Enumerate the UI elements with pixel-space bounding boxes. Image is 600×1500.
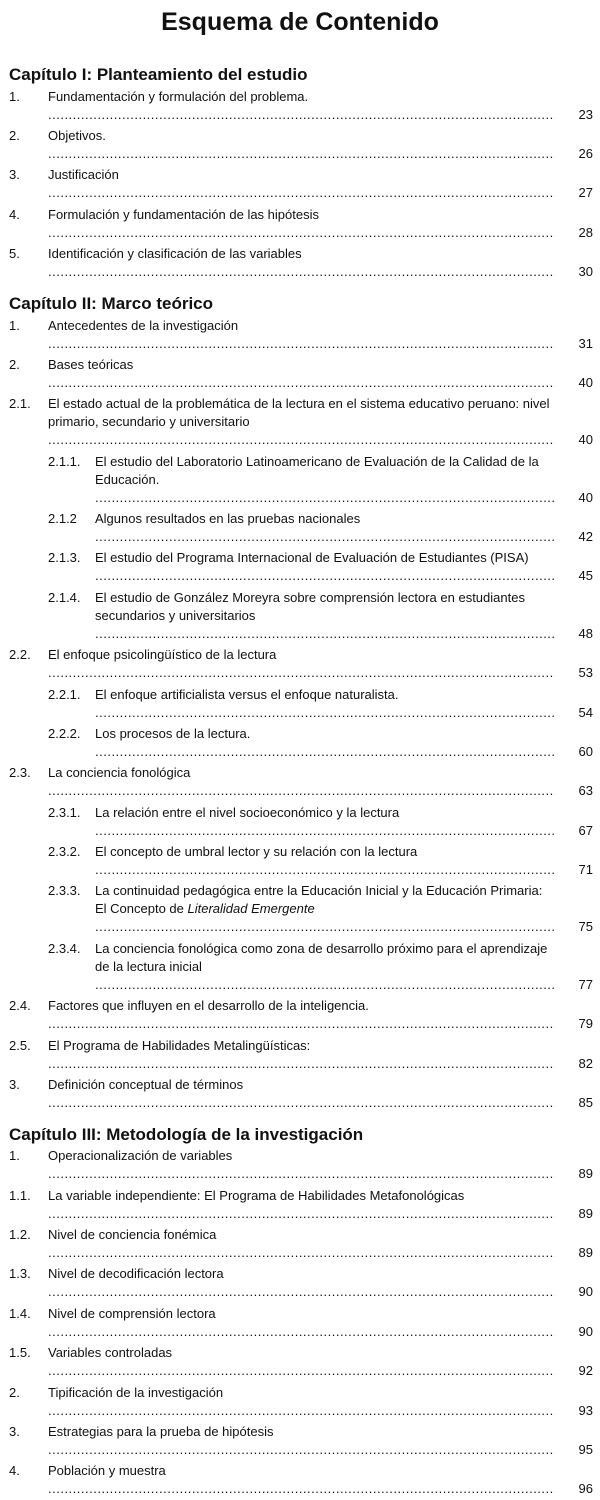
entry-title xyxy=(48,356,555,392)
entry-title-text: Antecedentes de la investigación xyxy=(48,317,239,333)
entry-page-number: 60 xyxy=(578,743,593,759)
entry-page-number: 54 xyxy=(578,704,593,720)
entry-title xyxy=(95,453,555,507)
entry-number: 2.2.1. xyxy=(48,686,81,702)
entry-title-text: El enfoque artificialista versus el enfoque naturalista. xyxy=(95,686,399,702)
entry-page-number: 67 xyxy=(578,822,593,838)
entry-page-number: 26 xyxy=(578,146,593,162)
entry-page-number: 96 xyxy=(578,1481,593,1497)
entry-number: 2. xyxy=(9,128,20,144)
entry-number: 1. xyxy=(9,317,20,333)
entry-page-number: 28 xyxy=(578,224,593,240)
entry-page-number: 95 xyxy=(578,1441,593,1457)
toc-entry[interactable] xyxy=(9,802,593,841)
entry-page-number: 42 xyxy=(578,529,593,545)
entry-title-text: El concepto de umbral lector y su relación con la lectura xyxy=(95,844,418,860)
entry-page-number: 31 xyxy=(578,335,593,351)
entry-title-text: Formulación y fundamentación de las hipótesis xyxy=(48,206,319,222)
entry-number: 2.3.3. xyxy=(48,883,81,899)
entry-title xyxy=(48,1226,555,1262)
chapter-section xyxy=(0,1124,600,1500)
entry-title xyxy=(48,646,555,682)
entry-title-text: Bases teóricas xyxy=(48,356,134,372)
entry-title-italic: Literalidad Emergente xyxy=(187,901,315,917)
entry-page-number: 89 xyxy=(578,1205,593,1221)
entry-title xyxy=(48,1265,555,1301)
entry-title xyxy=(48,88,555,124)
toc-entry[interactable] xyxy=(9,1035,593,1074)
page-title: Esquema de Contenido xyxy=(161,8,439,36)
entry-title xyxy=(48,127,555,163)
entry-page-number: 45 xyxy=(578,568,593,584)
entry-page-number: 90 xyxy=(578,1323,593,1339)
toc-entry[interactable] xyxy=(9,165,593,204)
entry-number: 2.3.2. xyxy=(48,844,81,860)
entry-page-number: 82 xyxy=(578,1055,593,1071)
entry-page-number: 40 xyxy=(578,489,593,505)
toc-entry[interactable] xyxy=(9,354,593,393)
entry-title xyxy=(48,1305,555,1341)
entry-title xyxy=(95,686,555,722)
chapter-heading: Capítulo II: Marco teórico xyxy=(9,293,214,313)
entry-number: 1.3. xyxy=(9,1266,31,1282)
entry-title-text: Identificación y clasificación de las variables xyxy=(48,246,302,262)
entry-title xyxy=(48,1076,555,1112)
entry-number: 1.4. xyxy=(9,1305,31,1321)
toc-entry[interactable] xyxy=(9,1421,593,1460)
entry-title-text: Estrategias para la prueba de hipótesis xyxy=(48,1423,274,1439)
toc-entry[interactable] xyxy=(9,684,593,723)
entry-number: 2.5. xyxy=(9,1037,31,1053)
toc-entry[interactable] xyxy=(9,1343,593,1382)
toc-entry[interactable] xyxy=(9,996,593,1035)
entry-page-number: 85 xyxy=(578,1094,593,1110)
entry-title-text: La conciencia fonológica xyxy=(48,765,191,781)
entry-title xyxy=(48,764,555,800)
toc-entry[interactable] xyxy=(9,548,593,587)
entry-title xyxy=(48,1344,555,1380)
entry-number: 2.1.2 xyxy=(48,511,77,527)
toc-entry[interactable] xyxy=(9,394,593,451)
entry-number: 1. xyxy=(9,88,20,104)
entry-title-text: El estudio del Programa Internacional de Evaluación de Estudiantes (PISA) xyxy=(95,550,529,566)
toc-entry[interactable] xyxy=(9,723,593,762)
entry-page-number: 89 xyxy=(578,1166,593,1182)
entry-number: 1.2. xyxy=(9,1227,31,1243)
entry-number: 2. xyxy=(9,356,20,372)
entry-title-text: Nivel de decodificación lectora xyxy=(48,1266,224,1282)
toc-entry[interactable] xyxy=(9,841,593,880)
toc-entry[interactable] xyxy=(9,1461,593,1500)
entry-title xyxy=(48,206,555,242)
entry-number: 2.2.2. xyxy=(48,725,81,741)
entry-title xyxy=(95,940,555,994)
entry-number: 3. xyxy=(9,1423,20,1439)
entry-page-number: 75 xyxy=(578,919,593,935)
entry-title xyxy=(48,395,555,449)
toc-entry[interactable] xyxy=(9,1224,593,1263)
entry-page-number: 93 xyxy=(578,1402,593,1418)
entry-title-text: Definición conceptual de términos xyxy=(48,1076,244,1092)
entry-title xyxy=(48,1423,555,1459)
toc-entry[interactable] xyxy=(9,204,593,243)
entry-title xyxy=(95,882,555,936)
toc-entry[interactable] xyxy=(9,645,593,684)
entry-number: 2.3. xyxy=(9,765,31,781)
entry-page-number: 90 xyxy=(578,1284,593,1300)
entry-number: 2. xyxy=(9,1384,20,1400)
entry-number: 1.1. xyxy=(9,1187,31,1203)
entry-page-number: 30 xyxy=(578,264,593,280)
entry-title xyxy=(95,510,555,546)
entry-page-number: 89 xyxy=(578,1245,593,1261)
entry-title-text: Tipificación de la investigación xyxy=(48,1384,224,1400)
entry-title-text: Algunos resultados en las pruebas nacionales xyxy=(95,511,361,527)
entry-title xyxy=(95,725,555,761)
entry-title xyxy=(48,1187,555,1223)
table-of-contents xyxy=(0,64,600,1500)
entry-title xyxy=(48,1384,555,1420)
entry-page-number: 48 xyxy=(578,625,593,641)
entry-title-text: La continuidad pedagógica entre la Educación Inicial y la Educación Primaria: El Concepto de xyxy=(95,883,543,917)
toc-entry[interactable] xyxy=(9,244,593,283)
entry-title-text: Población y muestra xyxy=(48,1463,166,1479)
entry-number: 3. xyxy=(9,167,20,183)
entry-title xyxy=(95,843,555,879)
entry-title-text: Objetivos. xyxy=(48,128,106,144)
entry-title-text: El estudio del Laboratorio Latinoamericano de Evaluación de la Calidad de la Educación. xyxy=(95,453,539,487)
entry-title-text: La conciencia fonológica como zona de desarrollo próximo para el aprendizaje de la lectura inicial xyxy=(95,940,548,974)
entry-number: 1.5. xyxy=(9,1345,31,1361)
entry-number: 2.3.4. xyxy=(48,940,81,956)
entry-page-number: 40 xyxy=(578,374,593,390)
entry-page-number: 71 xyxy=(578,862,593,878)
entry-page-number: 79 xyxy=(578,1016,593,1032)
entry-title xyxy=(48,166,555,202)
entry-number: 4. xyxy=(9,1463,20,1479)
entry-title-text: El Programa de Habilidades Metalingüísticas: xyxy=(48,1037,311,1053)
entry-number: 2.4. xyxy=(9,998,31,1014)
entry-title-text: Variables controladas xyxy=(48,1345,173,1361)
toc-entry[interactable] xyxy=(9,1146,593,1185)
toc-entry[interactable] xyxy=(9,86,593,125)
entry-title-text: Factores que influyen en el desarrollo de la inteligencia. xyxy=(48,998,369,1014)
chapter-heading: Capítulo III: Metodología de la investigación xyxy=(9,1124,364,1144)
entry-page-number: 77 xyxy=(578,976,593,992)
entry-title xyxy=(48,1147,555,1183)
toc-entry[interactable] xyxy=(9,587,593,644)
toc-entry[interactable] xyxy=(9,1382,593,1421)
entry-number: 1. xyxy=(9,1148,20,1164)
chapter-section xyxy=(0,64,600,283)
entry-number: 3. xyxy=(9,1076,20,1092)
entry-title-text: Justificación xyxy=(48,167,119,183)
chapter-section xyxy=(0,293,600,1114)
entry-title-text: Nivel de conciencia fonémica xyxy=(48,1227,217,1243)
entry-number: 2.1.3. xyxy=(48,550,81,566)
entry-title-text: Fundamentación y formulación del problema. xyxy=(48,88,309,104)
toc-entry[interactable] xyxy=(9,938,593,995)
entry-title xyxy=(95,589,555,643)
entry-title xyxy=(95,804,555,840)
entry-number: 2.2. xyxy=(9,647,31,663)
entry-page-number: 27 xyxy=(578,185,593,201)
toc-entry[interactable] xyxy=(9,1264,593,1303)
entry-title-text: El enfoque psicolingüístico de la lectura xyxy=(48,647,277,663)
toc-entry[interactable] xyxy=(9,451,593,508)
entry-title-text: Los procesos de la lectura. xyxy=(95,725,251,741)
toc-entry[interactable] xyxy=(9,1074,593,1113)
entry-title-text: La variable independiente: El Programa de Habilidades Metafonológicas xyxy=(48,1187,465,1203)
entry-title xyxy=(95,549,555,585)
toc-entry[interactable] xyxy=(9,763,593,802)
entry-page-number: 63 xyxy=(578,783,593,799)
entry-number: 2.1.4. xyxy=(48,589,81,605)
toc-entry[interactable] xyxy=(9,881,593,938)
entry-title xyxy=(48,245,555,281)
entry-title xyxy=(48,1037,555,1073)
entry-title xyxy=(48,997,555,1033)
entry-title-text: El estudio de González Moreyra sobre comprensión lectora en estudiantes secundarios y universitarios xyxy=(95,589,525,623)
toc-entry[interactable] xyxy=(9,1185,593,1224)
entry-number: 2.1. xyxy=(9,396,31,412)
entry-title xyxy=(48,317,555,353)
entry-number: 5. xyxy=(9,246,20,262)
chapter-heading: Capítulo I: Planteamiento del estudio xyxy=(9,65,308,84)
entry-page-number: 92 xyxy=(578,1363,593,1379)
entry-page-number: 23 xyxy=(578,106,593,122)
entry-number: 2.1.1. xyxy=(48,453,81,469)
entry-title xyxy=(48,1462,555,1498)
entry-title-text: Nivel de comprensión lectora xyxy=(48,1305,216,1321)
entry-page-number: 53 xyxy=(578,665,593,681)
entry-number: 4. xyxy=(9,206,20,222)
entry-title-text: El estado actual de la problemática de la lectura en el sistema educativo peruano: nivel primario, secundario y universitario xyxy=(48,396,550,430)
entry-page-number: 40 xyxy=(578,432,593,448)
entry-title-text: La relación entre el nivel socioeconómico y la lectura xyxy=(95,804,400,820)
toc-entry[interactable] xyxy=(9,125,593,164)
toc-entry[interactable] xyxy=(9,1303,593,1342)
entry-number: 2.3.1. xyxy=(48,804,81,820)
toc-entry[interactable] xyxy=(9,508,593,547)
entry-title-text: Operacionalización de variables xyxy=(48,1148,233,1164)
toc-entry[interactable] xyxy=(9,315,593,354)
